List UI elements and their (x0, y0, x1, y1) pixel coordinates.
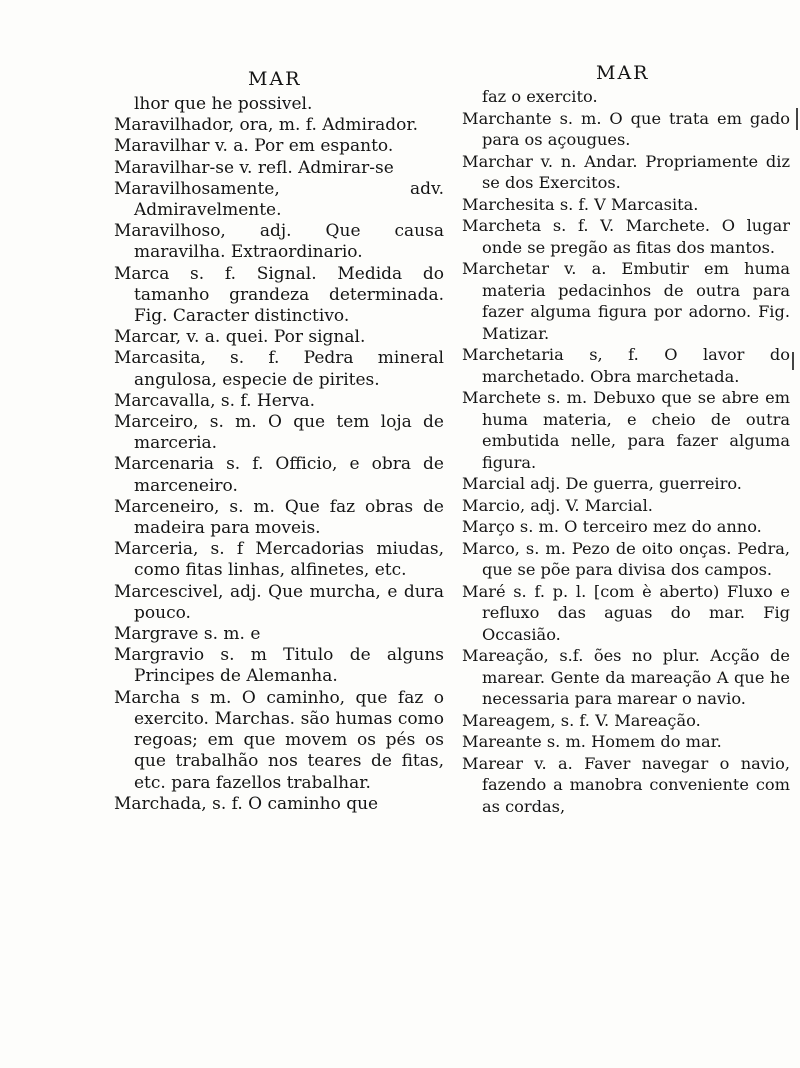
dictionary-entry: Marco, s. m. Pezo de oito onças. Pedra, que se põe para divisa dos campos. (462, 538, 790, 579)
dictionary-entry: Mareagem, s. f. V. Mareação. (462, 710, 701, 730)
dictionary-entry: Marceiro, s. m. O que tem loja de marceria. (114, 412, 444, 454)
dictionary-entry: Marchetaria s, f. O lavor do marchetado. Obra marchetada. (462, 345, 790, 386)
dictionary-entry: Marcar, v. a. quei. Por signal. (114, 327, 366, 348)
dictionary-entry: Marceria, s. f Mercadorias miudas, como fitas linhas, alfinetes, etc. (114, 539, 444, 581)
dictionary-entry: Marcavalla, s. f. Herva. (114, 390, 316, 411)
dictionary-entry: Marca s. f. Signal. Medida do tamanho grandeza determinada. Fig. Caracter distinctivo. (114, 263, 444, 327)
page-edge-mark (796, 108, 798, 130)
dictionary-entry: Maré s. f. p. l. [com è aberto) Fluxo e refluxo das aguas do mar. Fig Occasião. (462, 581, 790, 644)
dictionary-entry: Marcheta s. f. V. Marchete. O lugar onde se pregão as fitas dos mantos. (462, 216, 790, 257)
dictionary-entry: Marchante s. m. O que trata em gado para os açougues. (462, 108, 790, 149)
dictionary-entry: Marchete s. m. Debuxo que se abre em huma materia, e cheio de outra embutida nelle, para fazer alguma figura. (462, 388, 790, 472)
dictionary-entry: Marchesita s. f. V Marcasita. (462, 194, 699, 214)
right-entry-list (462, 86, 790, 817)
dictionary-entry: Maravilhador, ora, m. f. Admirador. (114, 115, 419, 136)
dictionary-entry: Marchetar v. a. Embutir em huma materia pedacinhos de outra para fazer alguma figura por adorno. Fig. Matizar. (462, 259, 790, 343)
dictionary-entry: Mareação, s.f. ões no plur. Acção de marear. Gente da mareação A que he necessaria para marear o navio. (462, 646, 790, 708)
dictionary-entry: Marchada, s. f. O caminho que (114, 793, 379, 814)
dictionary-entry: Marcial adj. De guerra, guerreiro. (462, 474, 742, 493)
dictionary-entry: Margravio s. m Titulo de alguns Principes de Alemanha. (114, 645, 444, 687)
dictionary-entry: lhor que he possivel. (134, 94, 313, 114)
dictionary-entry: Marcescivel, adj. Que murcha, e dura pouco. (114, 581, 444, 623)
page-edge-mark (792, 352, 794, 370)
dictionary-entry: Marcasita, s. f. Pedra mineral angulosa, especie de pirites. (114, 348, 444, 390)
dictionary-entry: Março s. m. O terceiro mez do anno. (462, 517, 762, 536)
right-running-header: MAR (596, 62, 650, 84)
dictionary-entry: Marear v. a. Faver navegar o navio, fazendo a manobra conveniente com as cordas, (462, 753, 790, 816)
left-entry-list (114, 94, 444, 815)
dictionary-entry: faz o exercito. (482, 87, 598, 106)
dictionary-entry: Mareante s. m. Homem do mar. (462, 732, 722, 751)
dictionary-entry: Marceneiro, s. m. Que faz obras de madeira para moveis. (114, 496, 444, 539)
left-running-header: MAR (248, 68, 302, 90)
dictionary-entry: Maravilhoso, adj. Que causa maravilha. Extraordinario. (114, 221, 444, 263)
dictionary-entry: Maravilhar-se v. refl. Admirar-se (114, 157, 394, 178)
dictionary-entry: Maravilhosamente, adv. Admiravelmente. (114, 178, 444, 221)
dictionary-entry: Marchar v. n. Andar. Propriamente diz se dos Exercitos. (462, 151, 790, 192)
dictionary-entry: Margrave s. m. e (114, 624, 261, 645)
dictionary-entry: Maravilhar v. a. Por em espanto. (114, 136, 394, 157)
dictionary-entry: Marcio, adj. V. Marcial. (462, 495, 653, 515)
dictionary-entry: Marcenaria s. f. Officio, e obra de marceneiro. (114, 454, 444, 496)
dictionary-entry: Marcha s m. O caminho, que faz o exercito. Marchas. são humas como regoas; em que movem os pés os que trabalhão nos teares de fitas, etc. para fazellos trabalhar. (114, 687, 444, 793)
